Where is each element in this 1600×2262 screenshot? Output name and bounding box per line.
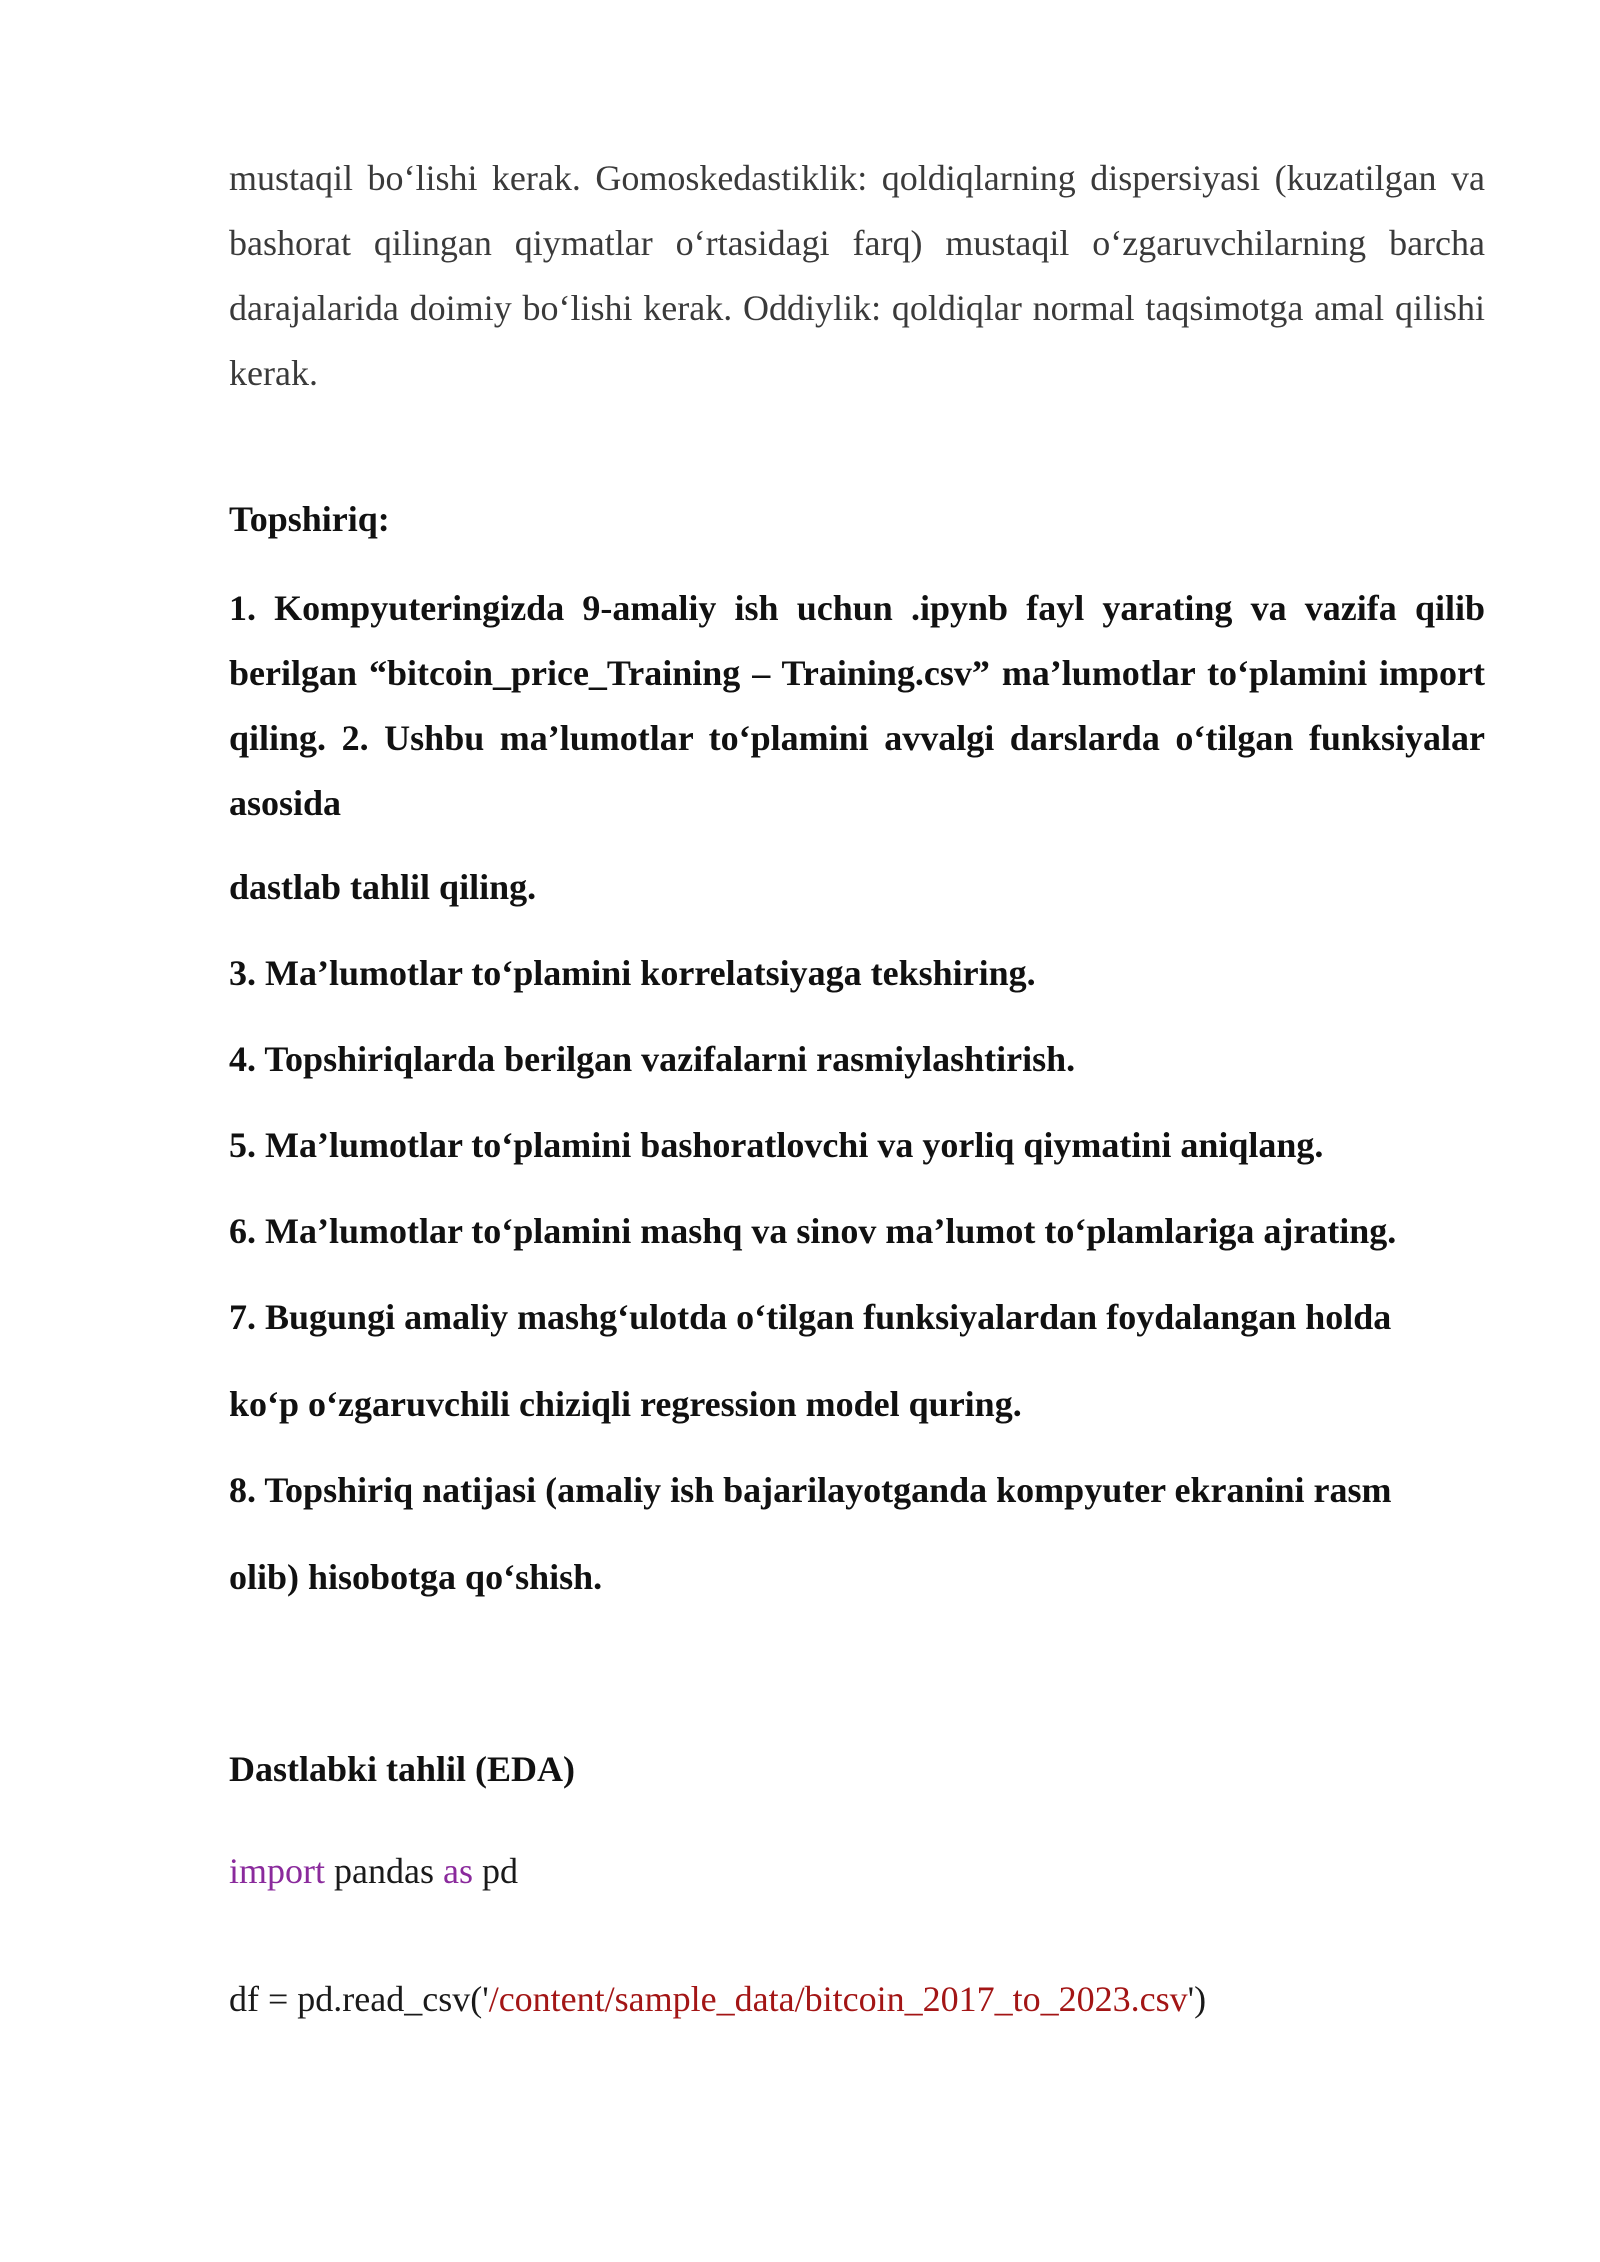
task-item: 4. Topshiriqlarda berilgan vazifalarni rasmiylashtirish. <box>229 1039 1076 1079</box>
code-text: pd <box>472 1851 518 1891</box>
task-item: 5. Ma’lumotlar to‘plamini bashoratlovchi va yorliq qiymatini aniqlang. <box>229 1125 1324 1165</box>
intro-paragraph: mustaqil bo‘lishi kerak. Gomoskedastiklik: qoldiqlarning dispersiyasi (kuzatilgan va bashorat qilingan qiymatlar o‘rtasidagi farq) mustaqil o‘zgaruvchilarning barcha darajalarida doimiy bo‘lishi kerak. Oddiylik: qoldiqlar normal taqsimotga amal qilishi kerak. <box>229 158 1485 393</box>
task-item: olib) hisobotga qo‘shish. <box>229 1557 603 1597</box>
code-keyword: as <box>442 1851 473 1891</box>
code-keyword: import <box>229 1851 325 1891</box>
code-string: /content/sample_data/bitcoin_2017_to_2023.csv <box>488 1979 1188 2019</box>
code-line-read-csv <box>229 1978 1206 2020</box>
task-item: dastlab tahlil qiling. <box>229 867 537 907</box>
code-text: df = pd.read_csv(' <box>229 1979 489 2019</box>
task-paragraph: 1. Kompyuteringizda 9-amaliy ish uchun .ipynb fayl yarating va vazifa qilib berilgan “bitcoin_price_Training – Training.csv” ma’lumotlar to‘plamini import qiling. 2. Ushbu ma’lumotlar to‘plamini avvalgi darslarda o‘tilgan funksiyalar asosida <box>229 588 1485 823</box>
code-text: pandas <box>325 1851 443 1891</box>
task-item: ko‘p o‘zgaruvchili chiziqli regression model quring. <box>229 1384 1022 1424</box>
task-item: 7. Bugungi amaliy mashg‘ulotda o‘tilgan funksiyalardan foydalangan holda <box>229 1297 1392 1337</box>
task-item: 6. Ma’lumotlar to‘plamini mashq va sinov ma’lumot to‘plamlariga ajrating. <box>229 1211 1397 1251</box>
task-item: 8. Topshiriq natijasi (amaliy ish bajarilayotganda kompyuter ekranini rasm <box>229 1470 1392 1510</box>
code-line-import <box>229 1850 518 1892</box>
task-item: 3. Ma’lumotlar to‘plamini korrelatsiyaga tekshiring. <box>229 953 1036 993</box>
task-heading: Topshiriq: <box>229 499 390 539</box>
code-text: ') <box>1187 1979 1207 2019</box>
eda-heading: Dastlabki tahlil (EDA) <box>229 1749 576 1789</box>
